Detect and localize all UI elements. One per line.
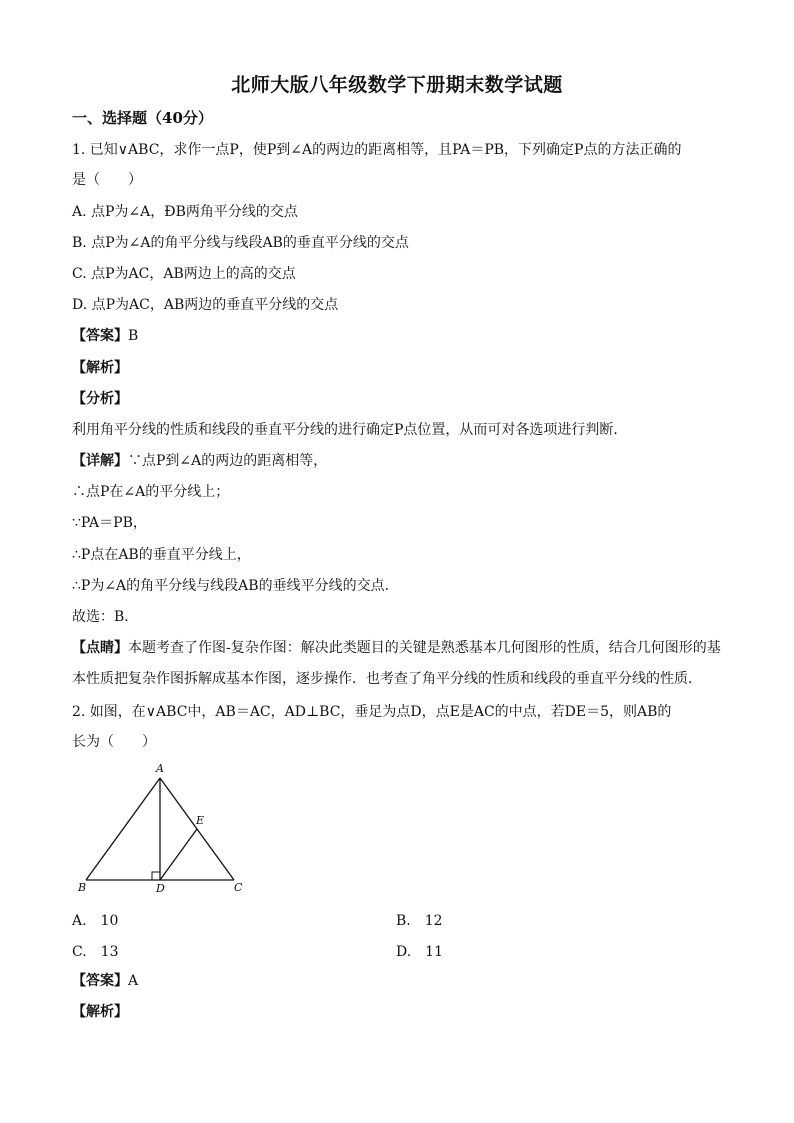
triangle-figure xyxy=(72,760,252,896)
segment-ab xyxy=(86,778,160,880)
q1-option-c: C. 点P为AC，AB两边上的高的交点 xyxy=(72,266,296,282)
q1-xiangjie-line5: ∴P为∠A的角平分线与线段AB的垂线平分线的交点． xyxy=(72,578,399,594)
q1-option-a: A. 点P为∠A，ÐB两角平分线的交点 xyxy=(72,204,298,220)
answer-tag: 【答案】 xyxy=(72,973,128,989)
q1-choose: 故选：B． xyxy=(72,609,139,625)
q2-option-d: D. 11 xyxy=(396,944,443,960)
dianjing-tag: 【点睛】 xyxy=(72,640,128,656)
q2-stem-line2: 长为（ ） xyxy=(72,734,156,750)
right-angle-mark xyxy=(152,872,160,880)
label-c: C xyxy=(234,881,243,894)
q2-option-b: B. 12 xyxy=(396,913,443,929)
label-b: B xyxy=(78,881,87,894)
label-d: D xyxy=(156,882,165,895)
q1-answer-row xyxy=(72,326,138,346)
q1-xiangjie-line3: ∵PA＝PB， xyxy=(72,515,147,531)
xiangjie-line1: ∵点P到∠A的两边的距离相等， xyxy=(128,453,328,469)
page-title: 北师大版八年级数学下册期末数学试题 xyxy=(231,74,563,96)
answer-value: B xyxy=(128,328,139,344)
dianjing-line1: 本题考查了作图-复杂作图：解决此类题目的关键是熟悉基本几何图形的性质，结合几何图形的基 xyxy=(128,640,721,656)
q1-dianjing-row xyxy=(72,638,721,658)
section-heading: 一、选择题（40分） xyxy=(72,109,213,127)
q2-option-a: A. 10 xyxy=(72,913,119,929)
q1-option-d: D. 点P为AC，AB两边的垂直平分线的交点 xyxy=(72,297,339,313)
segment-de xyxy=(160,829,197,880)
q1-xiangjie-line2: ∴点P在∠A的平分线上； xyxy=(72,484,230,500)
answer-tag: 【答案】 xyxy=(72,328,128,344)
label-a: A xyxy=(156,762,164,775)
q1-xiangjie-line4: ∴P点在AB的垂直平分线上， xyxy=(72,547,251,563)
q2-jiexi-tag: 【解析】 xyxy=(72,1004,128,1020)
answer-value: A xyxy=(128,973,139,989)
q1-stem-line1: 1. 已知∨ABC，求作一点P，使P到∠A的两边的距离相等，且PA＝PB，下列确定P点的方法正确的 xyxy=(72,142,682,158)
q2-option-c: C. 13 xyxy=(72,944,119,960)
q1-fenxi-tag: 【分析】 xyxy=(72,391,128,407)
q1-jiexi-tag: 【解析】 xyxy=(72,360,128,376)
q1-option-b: B. 点P为∠A的角平分线与线段AB的垂直平分线的交点 xyxy=(72,235,409,251)
xiangjie-tag: 【详解】 xyxy=(72,453,128,469)
q2-stem-line1: 2. 如图，在∨ABC中，AB＝AC，AD⊥BC，垂足为点D，点E是AC的中点，若DE＝5，则AB的 xyxy=(72,704,672,720)
q2-answer-row xyxy=(72,971,138,991)
q1-stem-line2: 是（ ） xyxy=(72,172,142,188)
q1-fenxi-text: 利用角平分线的性质和线段的垂直平分线的进行确定P点位置，从而可对各选项进行判断． xyxy=(72,422,628,438)
label-e: E xyxy=(196,814,205,827)
q1-dianjing-line2: 本性质把复杂作图拆解成基本作图，逐步操作．也考查了角平分线的性质和线段的垂直平分线的性质． xyxy=(72,671,702,687)
q1-xiangjie-row xyxy=(72,451,327,471)
